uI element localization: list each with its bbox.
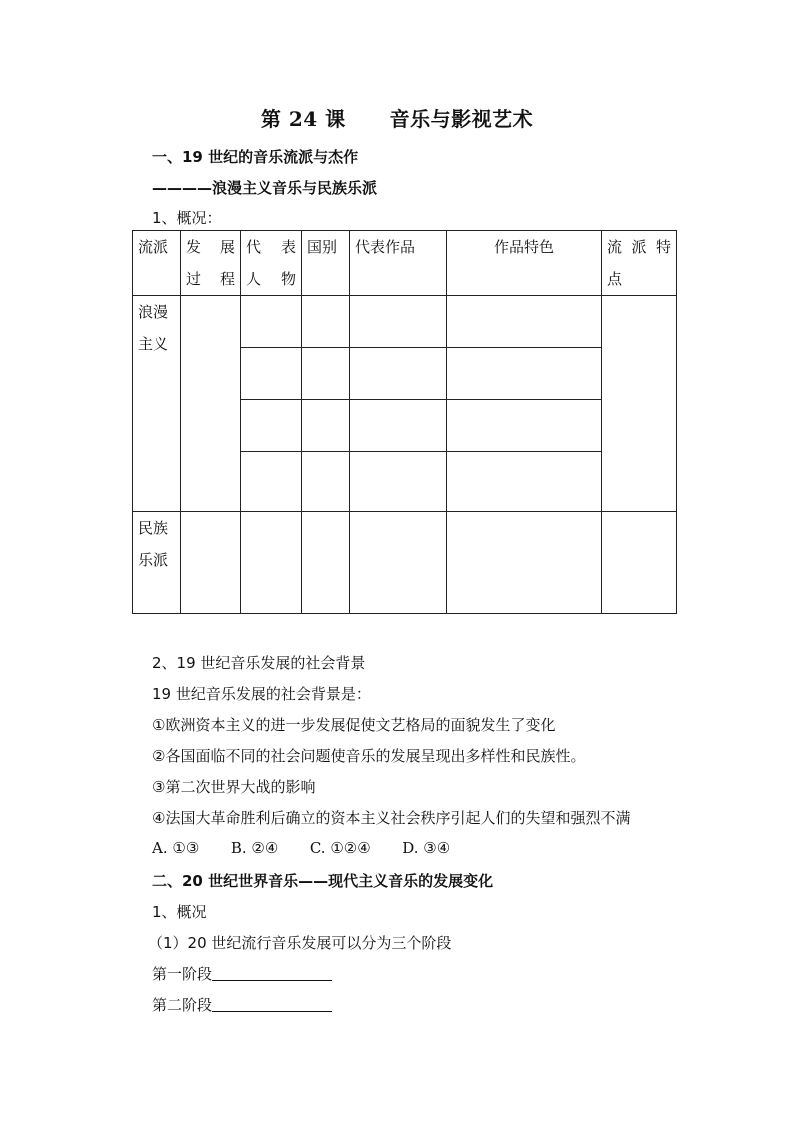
- table-cell[interactable]: [447, 452, 602, 512]
- section2-sub1: （1）20 世纪流行音乐发展可以分为三个阶段: [148, 934, 452, 952]
- header-works: 代表作品: [350, 231, 447, 296]
- option-1: ①欧洲资本主义的进一步发展促使文艺格局的面貌发生了变化: [152, 716, 556, 734]
- stage2-line: [152, 994, 332, 1015]
- choice-a[interactable]: A. ①③: [152, 839, 200, 857]
- table-cell[interactable]: [302, 348, 350, 400]
- header-school: 流派: [133, 231, 181, 296]
- header-development: 发 展 过程: [181, 231, 241, 296]
- section1-heading: 一、19 世纪的音乐流派与杰作: [152, 148, 359, 166]
- header-work-features: 作品特色: [447, 231, 602, 296]
- table-cell[interactable]: [350, 400, 447, 452]
- table-cell[interactable]: [241, 296, 302, 348]
- row-label-romanticism: 浪漫主义: [133, 296, 181, 512]
- row-label-national-school: 民族乐派: [133, 512, 181, 614]
- table-cell[interactable]: [447, 512, 602, 614]
- table-cell[interactable]: [302, 512, 350, 614]
- table-cell[interactable]: [350, 348, 447, 400]
- answer-choices: [152, 839, 450, 857]
- table-row: [133, 512, 677, 614]
- table-cell[interactable]: [302, 452, 350, 512]
- choice-b[interactable]: B. ②④: [230, 839, 279, 857]
- option-3: ③第二次世界大战的影响: [152, 778, 316, 796]
- table-cell[interactable]: [302, 400, 350, 452]
- header-country: 国别: [302, 231, 350, 296]
- table-cell[interactable]: [181, 512, 241, 614]
- page-title: [0, 103, 794, 132]
- table-cell[interactable]: [447, 296, 602, 348]
- section1-item1: 1、概况：: [152, 209, 222, 227]
- table-cell[interactable]: [350, 452, 447, 512]
- stage2-label: 第二阶段: [152, 996, 213, 1014]
- overview-table: [132, 230, 677, 614]
- table-header-row: [133, 231, 677, 296]
- table-cell[interactable]: [241, 512, 302, 614]
- section2-heading: 二、20 世纪世界音乐——现代主义音乐的发展变化: [152, 872, 494, 890]
- table-cell[interactable]: [302, 296, 350, 348]
- option-4: ④法国大革命胜利后确立的资本主义社会秩序引起人们的失望和强烈不满: [152, 809, 631, 827]
- table-cell[interactable]: [241, 348, 302, 400]
- stage1-blank[interactable]: [212, 965, 332, 981]
- table-row: [133, 296, 677, 348]
- table-cell[interactable]: [602, 296, 677, 512]
- table-cell[interactable]: [447, 348, 602, 400]
- choice-c[interactable]: C. ①②④: [309, 839, 371, 857]
- table-cell[interactable]: [602, 512, 677, 614]
- stage1-label: 第一阶段: [152, 965, 213, 983]
- header-representative: 代 表 人物: [241, 231, 302, 296]
- section1-item2: 2、19 世纪音乐发展的社会背景: [152, 654, 366, 672]
- table-cell[interactable]: [447, 400, 602, 452]
- option-2: ②各国面临不同的社会问题使音乐的发展呈现出多样性和民族性。: [152, 747, 586, 765]
- lesson-topic: 音乐与影视艺术: [389, 107, 534, 131]
- section2-item1: 1、概况: [152, 903, 207, 921]
- lesson-number: 第 24 课: [260, 107, 346, 131]
- table-cell[interactable]: [241, 400, 302, 452]
- section1-subheading: ————浪漫主义音乐与民族乐派: [152, 179, 378, 197]
- choice-d[interactable]: D. ③④: [402, 839, 451, 857]
- question-stem: 19 世纪音乐发展的社会背景是：: [152, 685, 371, 703]
- table-cell[interactable]: [181, 296, 241, 512]
- table-cell[interactable]: [350, 296, 447, 348]
- table-cell[interactable]: [241, 452, 302, 512]
- header-school-features: 流 派 特 点: [602, 231, 677, 296]
- stage2-blank[interactable]: [212, 996, 332, 1012]
- stage1-line: [152, 963, 332, 984]
- table-cell[interactable]: [350, 512, 447, 614]
